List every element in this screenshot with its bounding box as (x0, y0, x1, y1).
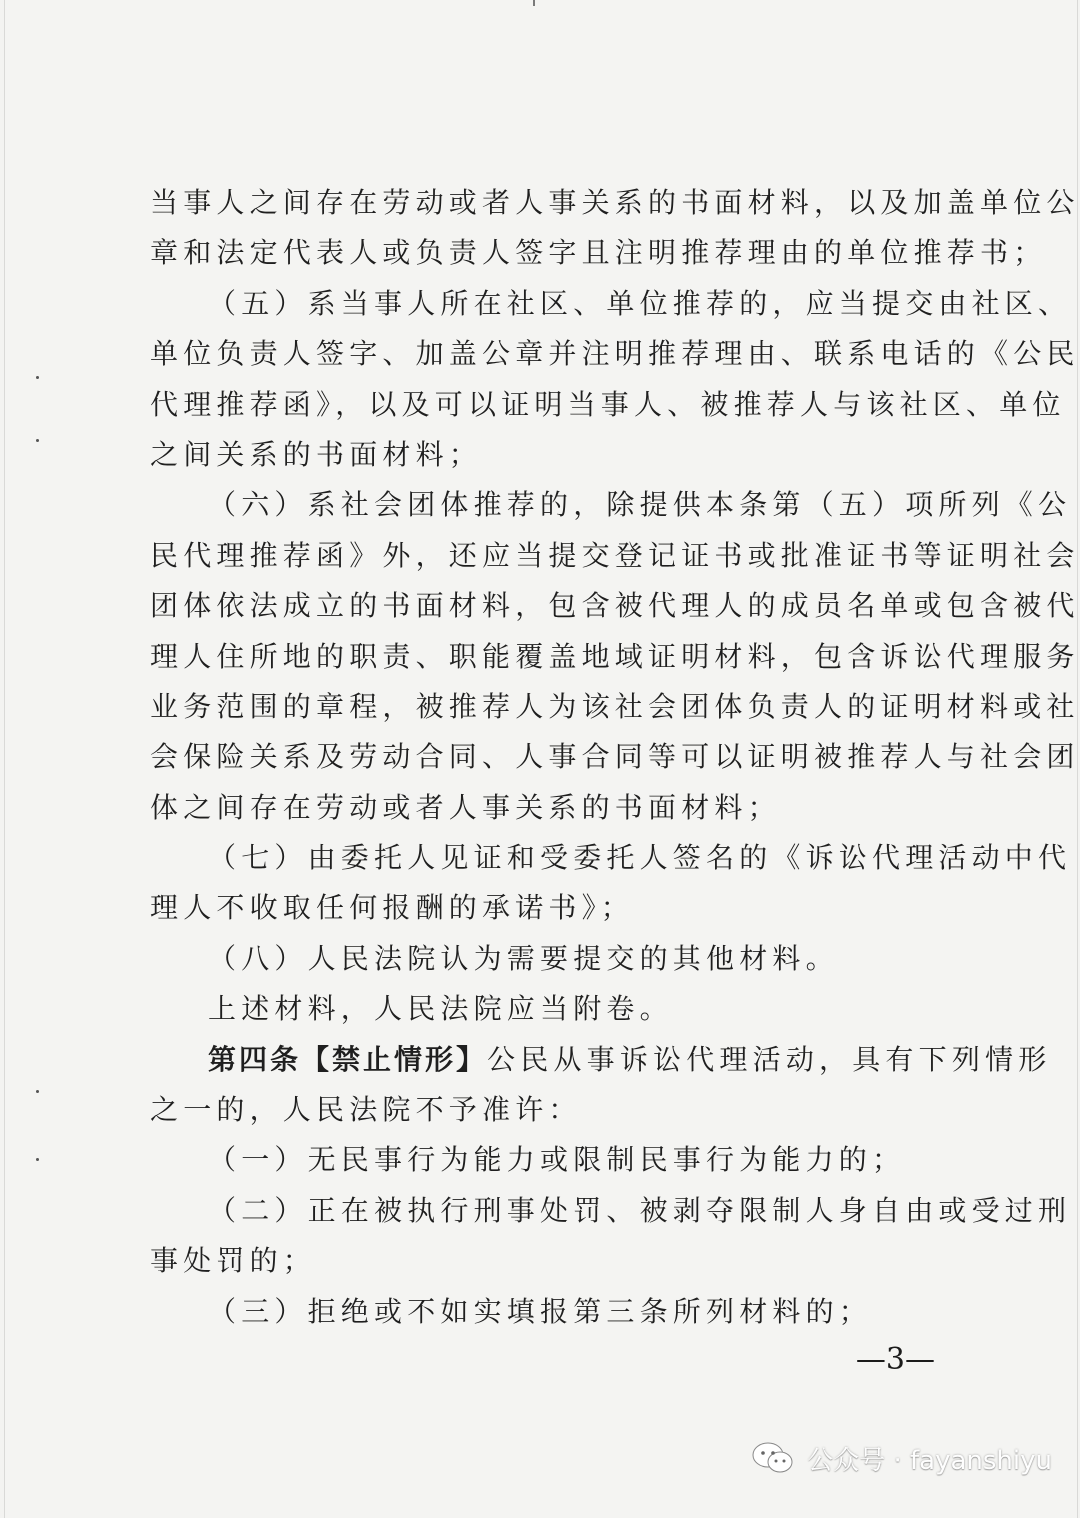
text-line (150, 984, 940, 1034)
text-line (150, 833, 1072, 883)
line-text: 业务范围的章程，被推荐人为该社会团体负责人的证明材料或社 (150, 689, 1080, 723)
line-text: 之间关系的书面材料； (150, 437, 483, 471)
text-line (150, 480, 1072, 530)
line-text: （五）系当事人所在社区、单位推荐的，应当提交由社区、 (208, 286, 1072, 320)
text-line (150, 380, 1066, 430)
text-line (150, 279, 1072, 329)
text-line (150, 1236, 940, 1286)
text-line (150, 329, 1080, 379)
line-text: 理人住所地的职责、职能覆盖地域证明材料，包含诉讼代理服务 (150, 639, 1080, 673)
line-text: 团体依法成立的书面材料，包含被代理人的成员名单或包含被代 (150, 589, 1080, 623)
scan-mark (533, 0, 535, 6)
line-text: 公民从事诉讼代理活动，具有下列情形 (487, 1042, 1052, 1076)
watermark-text: 公众号 · fayanshiyu (807, 1445, 1052, 1476)
text-line (150, 1035, 1052, 1085)
line-text: （三）拒绝或不如实填报第三条所列材料的； (208, 1294, 873, 1328)
document-body (150, 178, 1080, 1337)
text-line (150, 732, 1080, 782)
text-line (150, 178, 1080, 228)
line-text: （二）正在被执行刑事处罚、被剥夺限制人身自由或受过刑 (208, 1193, 1072, 1227)
text-line (150, 682, 1080, 732)
line-text: 代理推荐函》，以及可以证明当事人、被推荐人与该社区、单位 (150, 387, 1066, 421)
line-text: （七）由委托人见证和受委托人签名的《诉讼代理活动中代 (208, 841, 1072, 875)
wechat-watermark (751, 1432, 1052, 1484)
line-text: 理人不收取任何报酬的承诺书》； (150, 891, 635, 925)
line-text: 会保险关系及劳动合同、人事合同等可以证明被推荐人与社会团 (150, 740, 1080, 774)
line-text: （八）人民法院认为需要提交的其他材料。 (208, 941, 839, 975)
line-text: 章和法定代表人或负责人签字且注明推荐理由的单位推荐书； (150, 236, 1047, 270)
line-text: 上述材料，人民法院应当附卷。 (208, 992, 673, 1026)
line-text: 单位负责人签字、加盖公章并注明推荐理由、联系电话的《公民 (150, 337, 1080, 371)
article-heading: 第四条【禁止情形】 (208, 1042, 488, 1076)
line-text: （六）系社会团体推荐的，除提供本条第（五）项所列《公 (208, 488, 1072, 522)
text-line (150, 430, 940, 480)
line-text: （一）无民事行为能力或限制民事行为能力的； (208, 1143, 906, 1177)
line-text: 体之间存在劳动或者人事关系的书面材料； (150, 790, 781, 824)
text-line (150, 1135, 940, 1185)
text-line (150, 531, 1080, 581)
text-line (150, 581, 1080, 631)
line-text: 民代理推荐函》外，还应当提交登记证书或批准证书等证明社会 (150, 538, 1080, 572)
text-line (150, 228, 1047, 278)
text-line (150, 883, 940, 933)
binding-hole-dot (36, 1158, 39, 1161)
text-line (150, 1287, 940, 1337)
line-text: 当事人之间存在劳动或者人事关系的书面材料，以及加盖单位公 (150, 186, 1080, 219)
text-line (150, 934, 940, 984)
page-number: —3— (855, 1342, 935, 1377)
line-text: 之一的，人民法院不予准许： (150, 1093, 582, 1127)
line-text: 事处罚的； (150, 1244, 317, 1278)
text-line (150, 1085, 940, 1135)
binding-hole-dot (36, 376, 39, 379)
binding-hole-dot (36, 1090, 39, 1093)
text-line (150, 632, 1080, 682)
wechat-icon (751, 1440, 795, 1476)
text-line (150, 783, 940, 833)
text-line (150, 1186, 1072, 1236)
binding-hole-dot (36, 439, 39, 442)
